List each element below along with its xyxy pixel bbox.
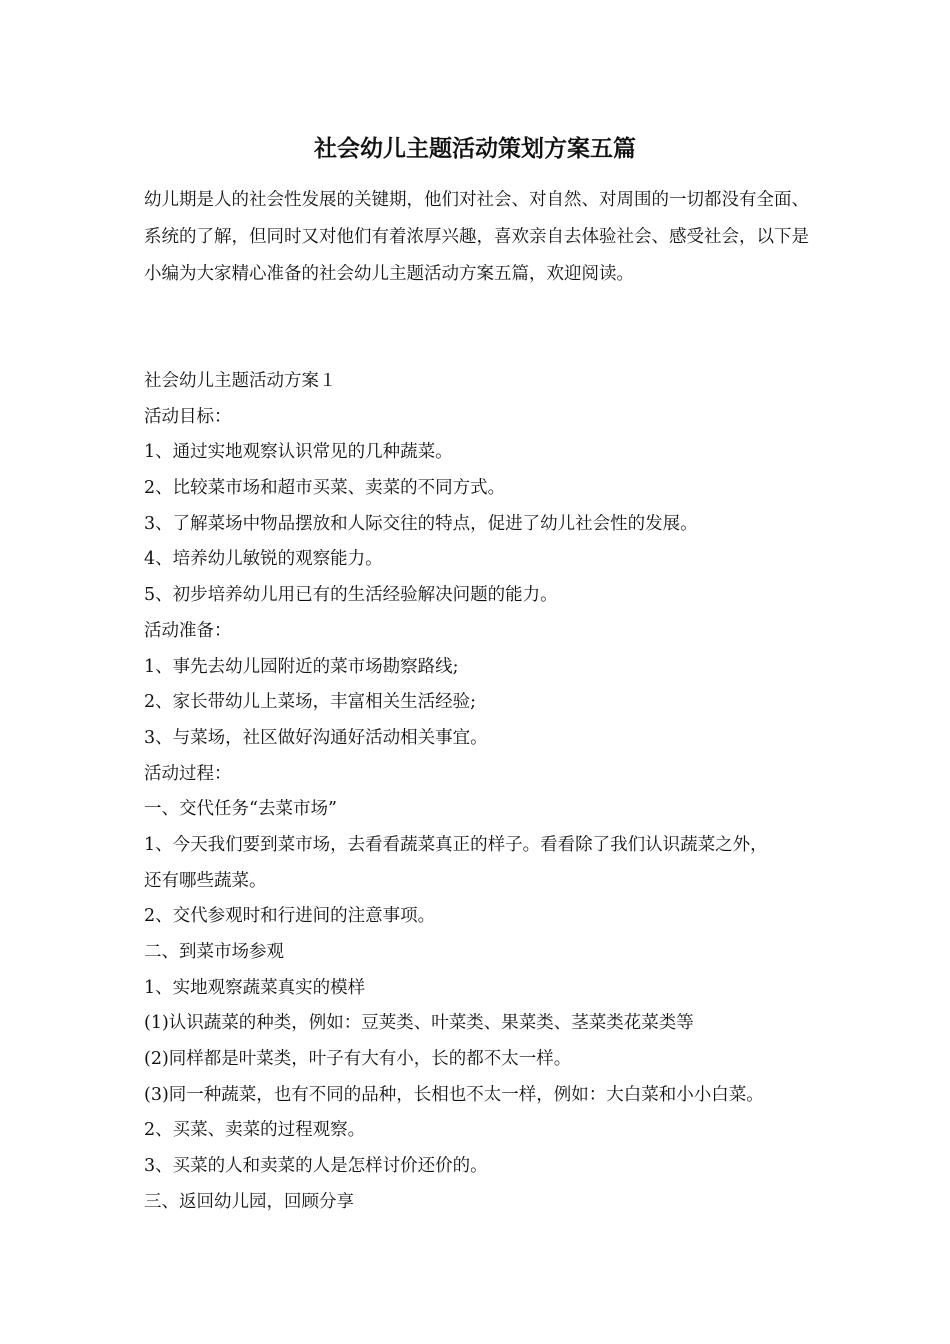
body-line: 3、了解菜场中物品摆放和人际交往的特点，促进了幼儿社会性的发展。 (144, 513, 698, 534)
body-lines (144, 364, 834, 1221)
body-line: 2、买菜、卖菜的过程观察。 (144, 1120, 366, 1141)
body-line: 1、通过实地观察认识常见的几种蔬菜。 (144, 442, 453, 463)
body-line: 1、今天我们要到菜市场，去看看蔬菜真正的样子。看看除了我们认识蔬菜之外， (144, 834, 768, 855)
body-line: 1、实地观察蔬菜真实的模样 (144, 977, 366, 998)
body-line: 4、培养幼儿敏锐的观察能力。 (144, 549, 383, 570)
body-line: 二、到菜市场参观 (144, 942, 284, 962)
body-line: (3)同一种蔬菜，也有不同的品种，长相也不太一样，例如：大白菜和小小白菜。 (144, 1084, 764, 1105)
body-line: 5、初步培养幼儿用已有的生活经验解决问题的能力。 (144, 585, 558, 606)
section-heading: 社会幼儿主题活动方案１ (144, 371, 337, 391)
body-line: (2)同样都是叶菜类，叶子有大有小，长的都不太一样。 (144, 1049, 572, 1070)
body-line: 1、事先去幼儿园附近的菜市场勘察路线; (144, 656, 459, 677)
body-line: 2、比较菜市场和超市买菜、卖菜的不同方式。 (144, 478, 506, 499)
body-line: 活动准备： (144, 620, 232, 641)
body-line: 2、家长带幼儿上菜场，丰富相关生活经验; (144, 692, 477, 713)
body-line: 2、交代参观时和行进间的注意事项。 (144, 906, 436, 927)
body-line: 3、与菜场，社区做好沟通好活动相关事宜。 (144, 727, 488, 748)
body-line: 三、返回幼儿园，回顾分享 (144, 1191, 354, 1212)
body-line: 活动过程： (144, 763, 232, 784)
body-line: (1)认识蔬菜的种类，例如：豆荚类、叶菜类、果菜类、茎菜类花菜类等 (144, 1013, 694, 1034)
intro-paragraph: 幼儿期是人的社会性发展的关键期，他们对社会、对自然、对周围的一切都没有全面、系统的了解，但同时又对他们有着浓厚兴趣，喜欢亲自去体验社会、感受社会，以下是小编为大家精心准备的社会幼儿主题活动方案五篇，欢迎阅读。 (144, 190, 809, 284)
body-line: 3、买菜的人和卖菜的人是怎样讨价还价的。 (144, 1156, 488, 1177)
body-line: 活动目标： (144, 406, 232, 427)
document-title: 社会幼儿主题活动策划方案五篇 (314, 135, 636, 162)
body-line: 一、交代任务“去菜市场” (144, 799, 337, 820)
body-line: 还有哪些蔬菜。 (144, 870, 267, 891)
